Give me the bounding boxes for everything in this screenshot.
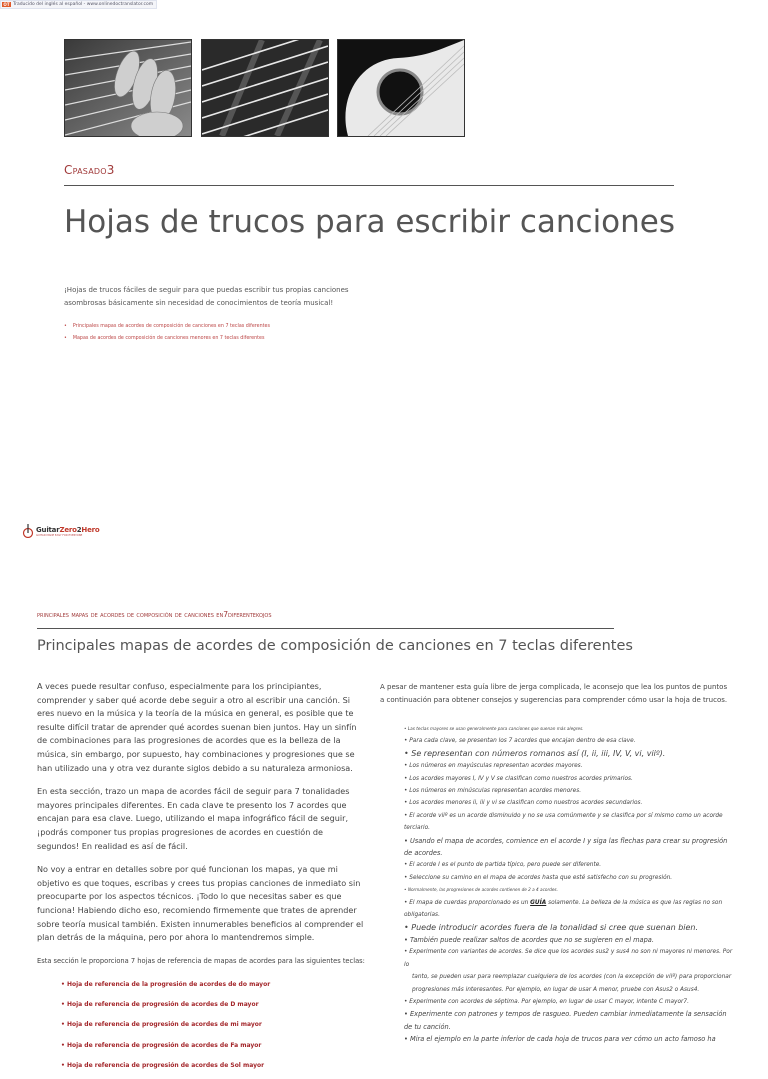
cheat-sheet-list bbox=[61, 978, 367, 1072]
translator-logo-icon: OT bbox=[3, 2, 10, 7]
paragraph: No voy a entrar en detalles sobre por qué funcionan los mapas, ya que mi objetivo es que toques, escribas y crees tus propias canciones de inmediato sin preocuparte por los aspectos técnicos. ¡Todo lo que necesitas saber es que funciona! Habiendo dicho eso, recomiendo firmemente que trates de aprender sobre teoría musical también. Existen innumerables beneficios al comprender el plan detrás de la máquina, pero por ahora lo mantendremos simple. bbox=[37, 864, 364, 943]
brand-tagline: GUITAR MADE EASY FOR EVERYONE bbox=[36, 533, 83, 537]
fingers-on-strings-photo bbox=[64, 39, 192, 137]
toc-list bbox=[64, 324, 270, 348]
guitar-logo-icon bbox=[22, 524, 34, 538]
list-item: • Se representan con números romanos así (I, ii, iii, IV, V, vi, viiº). bbox=[404, 748, 734, 760]
list-item: • Los números en mayúsculas representan acordes mayores. bbox=[404, 760, 734, 772]
divider bbox=[37, 628, 614, 629]
list-item: • Seleccione su camino en el mapa de acordes hasta que esté satisfecho con su progresión. bbox=[404, 872, 734, 884]
right-intro: A pesar de mantener esta guía libre de jerga complicada, le aconsejo que lea los puntos de puntos a continuación para obtener consejos y sugerencias para comprender cómo usar la hoja de trucos. bbox=[380, 683, 728, 704]
section-title: Principales mapas de acordes de composición de canciones en 7 teclas diferentes bbox=[37, 638, 633, 654]
divider bbox=[64, 185, 674, 186]
list-item: • El acorde viiº es un acorde disminuido y no se usa comúnmente y se clasifica por sí mismo como un acorde terciario. bbox=[404, 810, 734, 835]
tips-list bbox=[404, 723, 734, 1046]
paragraph: En esta sección, trazo un mapa de acordes fácil de seguir para 7 tonalidades mayores principales diferentes. En cada clave te presento los 7 acordes que encajan para esa clave. Luego, utilizando el mapa infográfico fácil de seguir, ¡podrás componer tus propias progresiones de acordes en cuestión de segundos! En realidad es así de fácil. bbox=[37, 786, 350, 851]
guide-emphasis: GUÍA bbox=[530, 899, 547, 906]
list-item: • Los acordes mayores I, IV y V se clasifican como nuestros acordes primarios. bbox=[404, 773, 734, 785]
list-item: • Los números en minúsculas representan acordes menores. bbox=[404, 785, 734, 797]
intro-text: ¡Hojas de trucos fáciles de seguir para que puedas escribir tus propias canciones asombrosas básicamente sin necesidad de conocimientos de teoría musical! bbox=[64, 286, 349, 307]
guitar-strings-photo bbox=[201, 39, 329, 137]
acoustic-guitar-photo bbox=[337, 39, 465, 137]
translator-text: Traducido del inglés al español - www.onlinedoctranslator.com bbox=[13, 2, 154, 7]
list-intro: Esta sección le proporciona 7 hojas de referencia de mapas de acordes para las siguientes teclas: bbox=[37, 956, 365, 965]
list-item: • También puede realizar saltos de acordes que no se sugieren en el mapa. bbox=[404, 934, 734, 946]
list-item: • Los acordes menores ii, iii y vi se clasifican como nuestros acordes secundarios. bbox=[404, 797, 734, 809]
list-item: • El acorde I es el punto de partida típico, pero puede ser diferente. bbox=[404, 859, 734, 871]
toc-link-major[interactable]: • Principales mapas de acordes de composición de canciones en 7 teclas diferentes bbox=[64, 324, 270, 329]
list-item: • Para cada clave, se presentan los 7 acordes que encajan dentro de esa clave. bbox=[404, 735, 734, 747]
list-item: • Normalmente, las progresiones de acordes contienen de 2 a 4 acordes. bbox=[404, 884, 734, 896]
list-item[interactable]: • Hoja de referencia de progresión de acordes de Sol mayor bbox=[61, 1059, 367, 1073]
translator-badge[interactable] bbox=[0, 0, 157, 9]
list-item: • Puede introducir acordes fuera de la tonalidad si cree que suenan bien. bbox=[404, 922, 734, 934]
list-item: • Usando el mapa de acordes, comience en el acorde I y siga las flechas para crear su progresión de acordes. bbox=[404, 835, 734, 860]
list-item: • El mapa de cuerdas proporcionado es un GUÍA solamente. La belleza de la música es que las reglas no son obligatorias. bbox=[404, 897, 734, 922]
section-heading: principales mapas de acordes de composición de canciones en7diferentekojos bbox=[37, 610, 272, 619]
list-item: • Experimente con acordes de séptima. Por ejemplo, en lugar de usar C mayor, intente C mayor7. bbox=[404, 996, 734, 1008]
list-item: • Mira el ejemplo en la parte inferior de cada hoja de trucos para ver cómo un acto famoso ha bbox=[404, 1033, 734, 1045]
list-item[interactable]: • Hoja de referencia de progresión de acordes de mi mayor bbox=[61, 1018, 367, 1032]
paragraph: A veces puede resultar confuso, especialmente para los principiantes, comprender y saber qué acorde debe seguir a otro al escribir una canción. Si eres nuevo en la música y la teoría de la música en general, es posible que te resulte difícil tratar de aprender qué acordes suenan bien juntos. Hay un sinfín de combinaciones para las progresiones de acordes que es la belleza de la música, sin embargo, por supuesto, hay combinaciones y progresiones que se han utilizado una y otra vez durante siglos debido a su naturaleza armoniosa. bbox=[37, 681, 357, 773]
toc-link-minor[interactable]: • Mapas de acordes de composición de canciones menores en 7 teclas diferentes bbox=[64, 336, 270, 341]
list-item[interactable]: • Hoja de referencia de progresión de acordes de Fa mayor bbox=[61, 1039, 367, 1053]
guitarzero2hero-logo bbox=[22, 524, 100, 538]
list-item[interactable]: • Hoja de referencia de la progresión de acordes de do mayor bbox=[61, 978, 367, 992]
list-item: • Experimente con variantes de acordes. Se dice que los acordes sus2 y sus4 no son ni mayores ni menores. Por lo tanto, se pueden usar para reemplazar cualquiera de los acordes (con la excepción de viiº) para proporcionar progresiones más interesantes. Por ejemplo, en lugar de usar A menor, pruebe con Asus2 o Asus4. bbox=[404, 946, 734, 996]
list-item[interactable]: • Hoja de referencia de progresión de acordes de D mayor bbox=[61, 998, 367, 1012]
list-item: • Experimente con patrones y tempos de rasgueo. Pueden cambiar inmediatamente la sensación de tu canción. bbox=[404, 1008, 734, 1033]
brand-name: GuitarZero2Hero bbox=[36, 525, 100, 534]
left-column bbox=[37, 680, 367, 1079]
list-item: • Las teclas mayores se usan generalmente para canciones que suenan más alegres. bbox=[404, 723, 734, 735]
page-title: Hojas de trucos para escribir canciones bbox=[64, 204, 676, 240]
chapter-label: Cpasado3 bbox=[64, 163, 115, 177]
